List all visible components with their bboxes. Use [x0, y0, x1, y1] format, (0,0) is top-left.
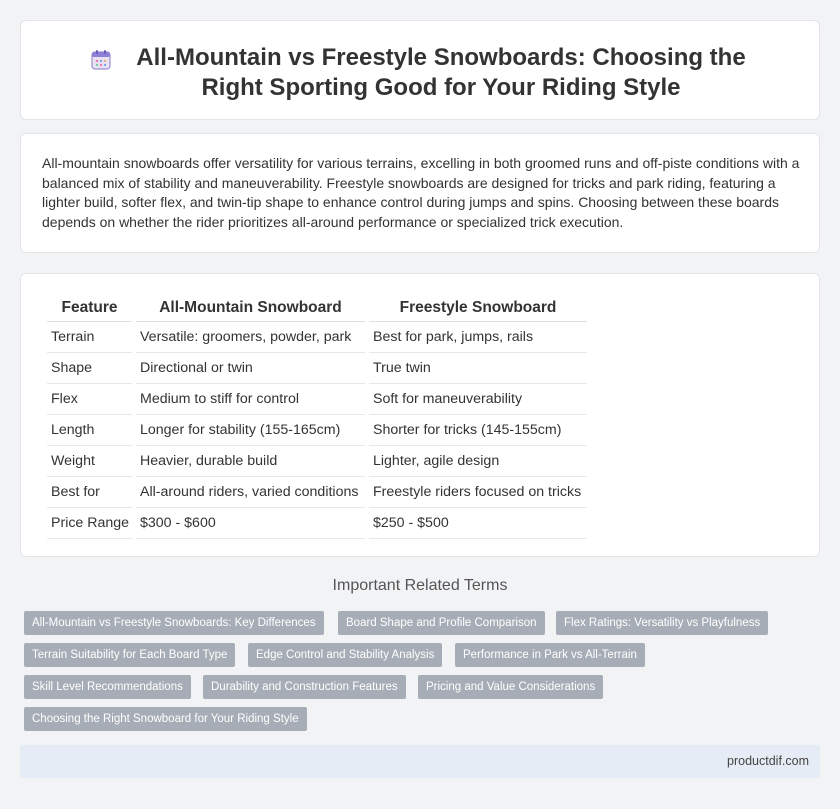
table-header-row [47, 295, 587, 322]
related-term-tag[interactable]: Choosing the Right Snowboard for Your Riding Style [24, 707, 307, 731]
related-term-tag[interactable]: Pricing and Value Considerations [418, 675, 603, 699]
table-cell: Versatile: groomers, powder, park [136, 322, 365, 353]
table-cell: Length [47, 415, 132, 446]
table-cell: True twin [369, 353, 587, 384]
table-row [47, 322, 587, 353]
table-cell: Price Range [47, 508, 132, 539]
related-term-tag[interactable]: All-Mountain vs Freestyle Snowboards: Key Differences [24, 611, 324, 635]
related-term-tag[interactable]: Performance in Park vs All-Terrain [455, 643, 645, 667]
related-terms-heading: Important Related Terms [332, 577, 508, 594]
summary-card [20, 133, 820, 253]
table-cell: Shorter for tricks (145-155cm) [369, 415, 587, 446]
related-term-tag[interactable]: Terrain Suitability for Each Board Type [24, 643, 235, 667]
table-cell: Weight [47, 446, 132, 477]
table-cell: Best for park, jumps, rails [369, 322, 587, 353]
table-cell: $300 - $600 [136, 508, 365, 539]
table-cell: Lighter, agile design [369, 446, 587, 477]
table-cell: Soft for maneuverability [369, 384, 587, 415]
column-header-freestyle: Freestyle Snowboard [369, 295, 587, 322]
comparison-table [43, 295, 591, 539]
table-row [47, 477, 587, 508]
table-row [47, 446, 587, 477]
table-cell: Best for [47, 477, 132, 508]
column-header-all-mountain: All-Mountain Snowboard [136, 295, 365, 322]
calendar-icon [89, 48, 113, 72]
table-row [47, 384, 587, 415]
table-cell: Shape [47, 353, 132, 384]
table-cell: Longer for stability (155-165cm) [136, 415, 365, 446]
table-cell: Medium to stiff for control [136, 384, 365, 415]
table-cell: Flex [47, 384, 132, 415]
related-term-tag[interactable]: Edge Control and Stability Analysis [248, 643, 442, 667]
footer [20, 745, 820, 778]
table-row [47, 353, 587, 384]
title-card [20, 20, 820, 120]
column-header-feature: Feature [47, 295, 132, 322]
summary-text: All-mountain snowboards offer versatility for various terrains, excelling in both groomed runs and off-piste conditions with a balanced mix of stability and maneuverability. Freestyle snowboards are designed for tricks and park riding, featuring a lighter build, softer flex, and twin-tip shape to enhance control during jumps and spins. Choosing between these boards depends on whether the rider prioritizes all-around performance or specialized trick execution. [42, 155, 800, 230]
table-cell: Terrain [47, 322, 132, 353]
table-cell: Directional or twin [136, 353, 365, 384]
page-title: All-Mountain vs Freestyle Snowboards: Choosing the Right Sporting Good for Your Riding Style [136, 44, 746, 101]
table-cell: Heavier, durable build [136, 446, 365, 477]
related-term-tag[interactable]: Flex Ratings: Versatility vs Playfulness [556, 611, 768, 635]
related-term-tag[interactable]: Board Shape and Profile Comparison [338, 611, 545, 635]
table-cell: Freestyle riders focused on tricks [369, 477, 587, 508]
footer-site-name: productdif.com [727, 754, 809, 768]
related-term-tag[interactable]: Skill Level Recommendations [24, 675, 191, 699]
table-cell: All-around riders, varied conditions [136, 477, 365, 508]
table-cell: $250 - $500 [369, 508, 587, 539]
comparison-table-card [20, 273, 820, 557]
table-row [47, 508, 587, 539]
table-row [47, 415, 587, 446]
related-term-tag[interactable]: Durability and Construction Features [203, 675, 406, 699]
